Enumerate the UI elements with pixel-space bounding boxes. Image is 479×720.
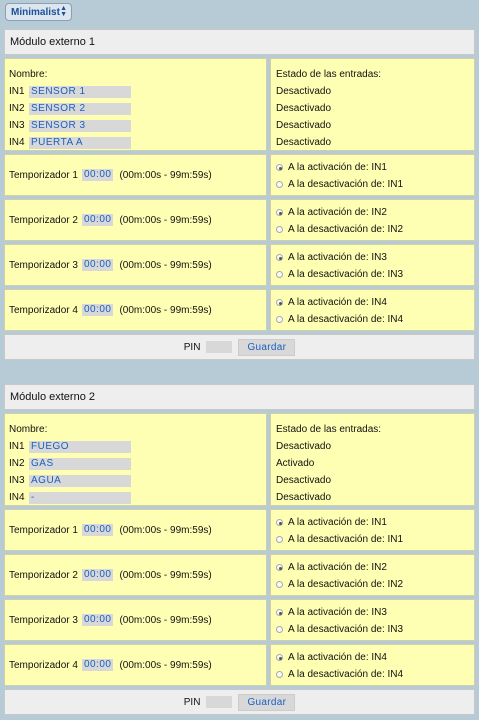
timer-time-field[interactable]: 00:00 [83, 524, 112, 535]
input-label: IN3 [9, 475, 25, 486]
timer-trigger-options [270, 244, 475, 286]
module-footer [4, 334, 475, 360]
pin-field[interactable] [206, 341, 232, 353]
timer-time-field[interactable]: 00:00 [83, 614, 112, 625]
module-footer [4, 689, 475, 715]
timer-range-hint: (00m:00s - 99m:59s) [119, 524, 212, 536]
activation-option[interactable] [276, 514, 474, 531]
timer-time-field[interactable]: 00:00 [83, 659, 112, 670]
timer-range-hint: (00m:00s - 99m:59s) [119, 659, 212, 671]
timer-range-hint: (00m:00s - 99m:59s) [119, 614, 212, 626]
input-name-field[interactable]: SENSOR 1 [29, 86, 131, 98]
input-names-panel [4, 58, 267, 151]
activation-option[interactable] [276, 294, 474, 311]
input-name-row [9, 489, 266, 506]
timer-trigger-options [270, 154, 475, 196]
activation-radio[interactable] [276, 164, 283, 171]
activation-radio[interactable] [276, 564, 283, 571]
activation-option[interactable] [276, 649, 474, 666]
activation-label: A la activación de: IN1 [288, 517, 387, 528]
timer-label-prefix: Temporizador [9, 214, 70, 226]
input-name-field[interactable]: SENSOR 3 [29, 120, 131, 132]
timer-label-prefix: Temporizador [9, 569, 70, 581]
timer-number: 2 [72, 569, 78, 581]
activation-label: A la activación de: IN2 [288, 207, 387, 218]
activation-label: A la activación de: IN4 [288, 652, 387, 663]
timer-time-field[interactable]: 00:00 [83, 569, 112, 580]
timer-row [4, 154, 267, 196]
timer-trigger-options [270, 644, 475, 686]
deactivation-option[interactable] [276, 576, 474, 593]
timer-row [4, 244, 267, 286]
timer-number: 3 [72, 259, 78, 271]
input-state: Desactivado [276, 120, 332, 131]
deactivation-radio[interactable] [276, 536, 283, 543]
input-name-field[interactable]: SENSOR 2 [29, 103, 131, 115]
input-name-field[interactable]: GAS [29, 458, 131, 470]
input-state: Activado [276, 458, 315, 469]
theme-select[interactable] [5, 3, 72, 21]
input-states-panel [270, 413, 475, 506]
activation-radio[interactable] [276, 209, 283, 216]
chevron-updown-icon: ▲ ▼ [60, 5, 67, 18]
input-name-field[interactable]: AGUA [29, 475, 131, 487]
timer-row [4, 644, 267, 686]
deactivation-label: A la desactivación de: IN1 [288, 534, 404, 545]
deactivation-radio[interactable] [276, 316, 283, 323]
timer-label-prefix: Temporizador [9, 169, 70, 181]
timer-label-prefix: Temporizador [9, 304, 70, 316]
input-name-row [9, 83, 266, 100]
activation-option[interactable] [276, 204, 474, 221]
input-name-row [9, 472, 266, 489]
deactivation-option[interactable] [276, 666, 474, 683]
deactivation-option[interactable] [276, 221, 474, 238]
timer-row [4, 199, 267, 241]
activation-label: A la activación de: IN3 [288, 607, 387, 618]
timer-time-field[interactable]: 00:00 [83, 214, 112, 225]
input-label: IN1 [9, 441, 25, 452]
module-title [4, 384, 475, 410]
timer-number: 3 [72, 614, 78, 626]
deactivation-label: A la desactivación de: IN4 [288, 669, 404, 680]
timer-range-hint: (00m:00s - 99m:59s) [119, 169, 212, 181]
deactivation-option[interactable] [276, 176, 474, 193]
timer-time-field[interactable]: 00:00 [83, 169, 112, 180]
save-button[interactable]: Guardar [238, 694, 295, 711]
activation-option[interactable] [276, 604, 474, 621]
input-name-field[interactable]: - [29, 492, 131, 504]
timer-number: 1 [72, 169, 78, 181]
timer-range-hint: (00m:00s - 99m:59s) [119, 259, 212, 271]
activation-label: A la activación de: IN4 [288, 297, 387, 308]
deactivation-radio[interactable] [276, 671, 283, 678]
input-name-row [9, 438, 266, 455]
deactivation-label: A la desactivación de: IN2 [288, 579, 404, 590]
timer-label-prefix: Temporizador [9, 524, 70, 536]
save-button[interactable]: Guardar [238, 339, 295, 356]
states-heading: Estado de las entradas: [276, 424, 382, 435]
input-names-panel [4, 413, 267, 506]
deactivation-option[interactable] [276, 311, 474, 328]
input-label: IN4 [9, 492, 25, 503]
deactivation-radio[interactable] [276, 626, 283, 633]
input-name-row [9, 100, 266, 117]
deactivation-option[interactable] [276, 266, 474, 283]
timer-row [4, 554, 267, 596]
deactivation-option[interactable] [276, 621, 474, 638]
deactivation-radio[interactable] [276, 181, 283, 188]
input-state: Desactivado [276, 137, 332, 148]
theme-select-value: Minimalist [11, 6, 60, 18]
activation-option[interactable] [276, 159, 474, 176]
activation-radio[interactable] [276, 609, 283, 616]
activation-label: A la activación de: IN1 [288, 162, 387, 173]
pin-label: PIN [183, 341, 201, 353]
activation-radio[interactable] [276, 654, 283, 661]
input-name-field[interactable]: FUEGO [29, 441, 131, 453]
input-label: IN3 [9, 120, 25, 131]
activation-label: A la activación de: IN3 [288, 252, 387, 263]
timer-label-prefix: Temporizador [9, 259, 70, 271]
module-title-text: Módulo externo 1 [10, 36, 95, 48]
timer-trigger-options [270, 599, 475, 641]
names-heading: Nombre: [9, 69, 48, 80]
timer-label-prefix: Temporizador [9, 659, 70, 671]
timer-number: 4 [72, 304, 78, 316]
input-name-row [9, 117, 266, 134]
timer-row [4, 509, 267, 551]
input-name-field[interactable]: PUERTA A [29, 137, 131, 149]
input-state: Desactivado [276, 475, 332, 486]
deactivation-label: A la desactivación de: IN1 [288, 179, 404, 190]
input-state: Desactivado [276, 492, 332, 503]
activation-option[interactable] [276, 249, 474, 266]
module-section-1 [4, 29, 475, 360]
deactivation-option[interactable] [276, 531, 474, 548]
input-state: Desactivado [276, 441, 332, 452]
timer-row [4, 599, 267, 641]
deactivation-radio[interactable] [276, 581, 283, 588]
deactivation-label: A la desactivación de: IN2 [288, 224, 404, 235]
activation-option[interactable] [276, 559, 474, 576]
timer-number: 4 [72, 659, 78, 671]
activation-radio[interactable] [276, 254, 283, 261]
input-states-panel [270, 58, 475, 151]
deactivation-label: A la desactivación de: IN4 [288, 314, 404, 325]
activation-radio[interactable] [276, 519, 283, 526]
timer-range-hint: (00m:00s - 99m:59s) [119, 304, 212, 316]
input-label: IN4 [9, 137, 25, 148]
timer-number: 1 [72, 524, 78, 536]
pin-field[interactable] [206, 696, 232, 708]
module-title [4, 29, 475, 55]
input-state: Desactivado [276, 103, 332, 114]
module-title-text: Módulo externo 2 [10, 391, 95, 403]
input-state: Desactivado [276, 86, 332, 97]
timer-range-hint: (00m:00s - 99m:59s) [119, 214, 212, 226]
timer-time-field[interactable]: 00:00 [83, 304, 112, 315]
timer-label-prefix: Temporizador [9, 614, 70, 626]
activation-label: A la activación de: IN2 [288, 562, 387, 573]
input-name-row [9, 134, 266, 151]
timer-row [4, 289, 267, 331]
module-section-2 [4, 384, 475, 715]
deactivation-radio[interactable] [276, 271, 283, 278]
timer-time-field[interactable]: 00:00 [83, 259, 112, 270]
input-label: IN2 [9, 458, 25, 469]
pin-label: PIN [183, 696, 201, 708]
timer-trigger-options [270, 509, 475, 551]
deactivation-radio[interactable] [276, 226, 283, 233]
timer-number: 2 [72, 214, 78, 226]
states-heading: Estado de las entradas: [276, 69, 382, 80]
names-heading: Nombre: [9, 424, 48, 435]
timer-trigger-options [270, 289, 475, 331]
input-name-row [9, 455, 266, 472]
activation-radio[interactable] [276, 299, 283, 306]
timer-trigger-options [270, 554, 475, 596]
timer-trigger-options [270, 199, 475, 241]
input-label: IN1 [9, 86, 25, 97]
deactivation-label: A la desactivación de: IN3 [288, 624, 404, 635]
timer-range-hint: (00m:00s - 99m:59s) [119, 569, 212, 581]
deactivation-label: A la desactivación de: IN3 [288, 269, 404, 280]
input-label: IN2 [9, 103, 25, 114]
